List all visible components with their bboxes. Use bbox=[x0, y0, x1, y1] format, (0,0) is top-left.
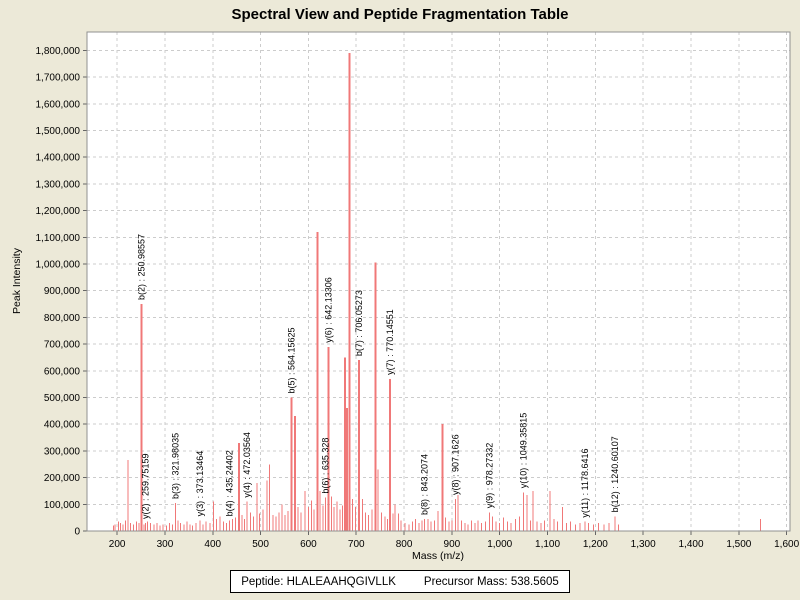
plot-background bbox=[87, 32, 790, 531]
x-tick-label: 1,300 bbox=[630, 539, 656, 550]
precursor-mass-text: Precursor Mass: 538.5605 bbox=[423, 575, 559, 588]
peak-label: y(8) : 907.1626 bbox=[450, 434, 461, 495]
peak-label: y(2) : 259.75159 bbox=[140, 453, 151, 519]
y-tick-label: 700,000 bbox=[43, 339, 80, 351]
y-tick-label: 600,000 bbox=[43, 366, 80, 378]
peak-label: b(5) : 564.15625 bbox=[286, 327, 297, 394]
x-tick-label: 1,500 bbox=[726, 539, 752, 550]
peak-label: b(3) : 321.98035 bbox=[170, 432, 181, 499]
y-tick-label: 400,000 bbox=[43, 419, 80, 431]
peak-label: y(11) : 1178.6416 bbox=[580, 448, 591, 518]
x-axis-title: Mass (m/z) bbox=[412, 550, 464, 562]
peak-label: y(10) : 1049.35815 bbox=[518, 412, 529, 489]
x-tick-label: 200 bbox=[108, 539, 126, 550]
y-tick-label: 500,000 bbox=[43, 393, 80, 405]
y-tick-label: 1,400,000 bbox=[35, 152, 80, 164]
y-tick-label: 200,000 bbox=[43, 473, 80, 485]
peptide-info-bar bbox=[230, 570, 570, 593]
y-axis-title: Peak Intensity bbox=[11, 248, 23, 314]
peak-label: b(2) : 250.98557 bbox=[136, 233, 147, 301]
y-tick-label: 1,600,000 bbox=[35, 99, 80, 111]
peak-label: b(7) : 706.05273 bbox=[354, 290, 365, 357]
x-tick-label: 1,400 bbox=[678, 539, 704, 550]
y-tick-label: 100,000 bbox=[43, 499, 80, 511]
x-tick-label: 600 bbox=[300, 539, 317, 550]
x-tick-label: 800 bbox=[395, 539, 413, 550]
x-tick-label: 1,000 bbox=[487, 539, 513, 550]
y-tick-label: 0 bbox=[74, 526, 80, 538]
y-tick-label: 1,100,000 bbox=[35, 232, 80, 244]
y-tick-label: 1,200,000 bbox=[35, 206, 80, 218]
y-tick-label: 1,500,000 bbox=[35, 126, 80, 138]
y-tick-label: 1,700,000 bbox=[35, 72, 80, 84]
x-tick-label: 400 bbox=[204, 539, 222, 550]
y-tick-label: 800,000 bbox=[43, 312, 80, 324]
chart-title: Spectral View and Peptide Fragmentation Table bbox=[231, 6, 569, 23]
x-tick-label: 700 bbox=[347, 539, 365, 550]
peak-label: y(9) : 978.27332 bbox=[484, 442, 495, 509]
peak-label: b(4) : 435.24402 bbox=[224, 450, 235, 517]
y-tick-label: 1,000,000 bbox=[35, 259, 80, 271]
x-tick-label: 500 bbox=[252, 539, 269, 550]
x-tick-label: 1,200 bbox=[582, 539, 608, 550]
y-tick-label: 1,300,000 bbox=[35, 179, 80, 191]
peak-label: b(6) : 635.328 bbox=[320, 437, 331, 494]
peak-label: y(7) : 770.14551 bbox=[384, 309, 395, 375]
peak-label: y(4) : 472.03564 bbox=[242, 432, 253, 498]
x-tick-label: 1,600 bbox=[774, 539, 800, 550]
x-tick-label: 300 bbox=[156, 539, 174, 550]
y-tick-label: 1,800,000 bbox=[35, 45, 80, 57]
peptide-text: Peptide: HLALEAAHQGIVLLK bbox=[241, 575, 396, 588]
y-tick-label: 300,000 bbox=[43, 446, 80, 458]
peak-label: b(8) : 843.2074 bbox=[419, 453, 430, 515]
x-tick-label: 900 bbox=[443, 539, 461, 550]
peak-label: y(3) : 373.13464 bbox=[194, 450, 205, 517]
peak-label: y(6) : 642.13306 bbox=[323, 277, 334, 343]
x-tick-label: 1,100 bbox=[535, 539, 561, 550]
y-tick-label: 900,000 bbox=[43, 286, 80, 298]
peak-label: b(12) : 1240.60107 bbox=[609, 436, 620, 513]
